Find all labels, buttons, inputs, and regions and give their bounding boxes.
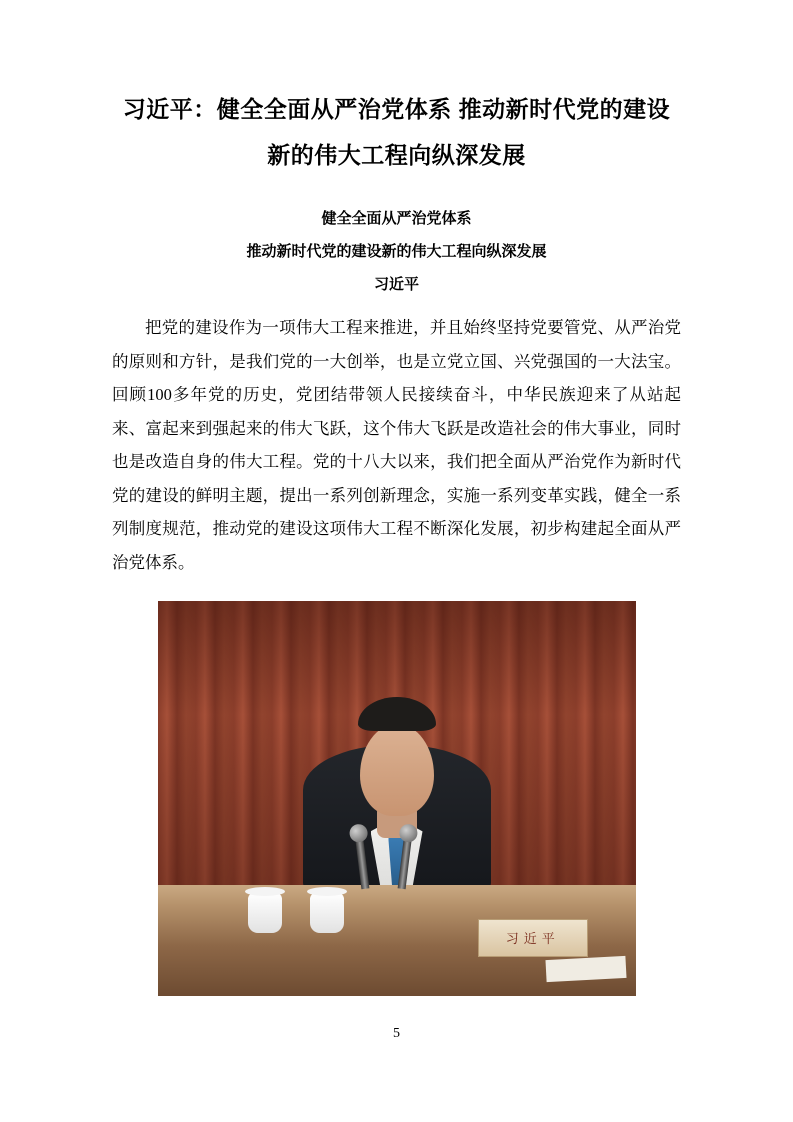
photo-teacup-2	[310, 893, 344, 933]
page-title-line-1: 习近平：健全全面从严治党体系 推动新时代党的建设	[122, 96, 671, 122]
body-paragraph-1: 把党的建设作为一项伟大工程来推进，并且始终坚持党要管党、从严治党的原则和方针，是我们党的一大创举，也是立党立国、兴党强国的一大法宝。回顾100多年党的历史，党团结带领人民接续奋斗，中华民族迎来了从站起来、富起来到强起来的伟大飞跃，这个伟大飞跃是改造社会的伟大事业，同时也是改造自身的伟大工程。党的十八大以来，我们把全面从严治党作为新时代党的建设的鲜明主题，提出一系列创新理念，实施一系列变革实践，健全一系列制度规范，推动党的建设这项伟大工程不断深化发展，初步构建起全面从严治党体系。	[112, 318, 681, 572]
page-number: 5	[393, 1026, 400, 1041]
author-byline: 习近平	[373, 276, 419, 293]
photo-teacup-1	[248, 893, 282, 933]
photo-nameplate: 习近平	[478, 919, 588, 957]
figure-container	[112, 601, 681, 996]
speech-photo	[158, 601, 636, 996]
subheading-line-1: 健全全面从严治党体系	[321, 210, 472, 227]
page-content	[112, 86, 681, 996]
page-title	[112, 86, 681, 178]
teacup-lid	[245, 887, 285, 896]
page-title-line-2: 新的伟大工程向纵深发展	[267, 142, 526, 168]
subheading-line-2: 推动新时代党的建设新的伟大工程向纵深发展	[246, 243, 547, 260]
photo-documents	[545, 956, 626, 982]
teacup-lid	[307, 887, 347, 896]
photo-person-head	[360, 724, 434, 816]
